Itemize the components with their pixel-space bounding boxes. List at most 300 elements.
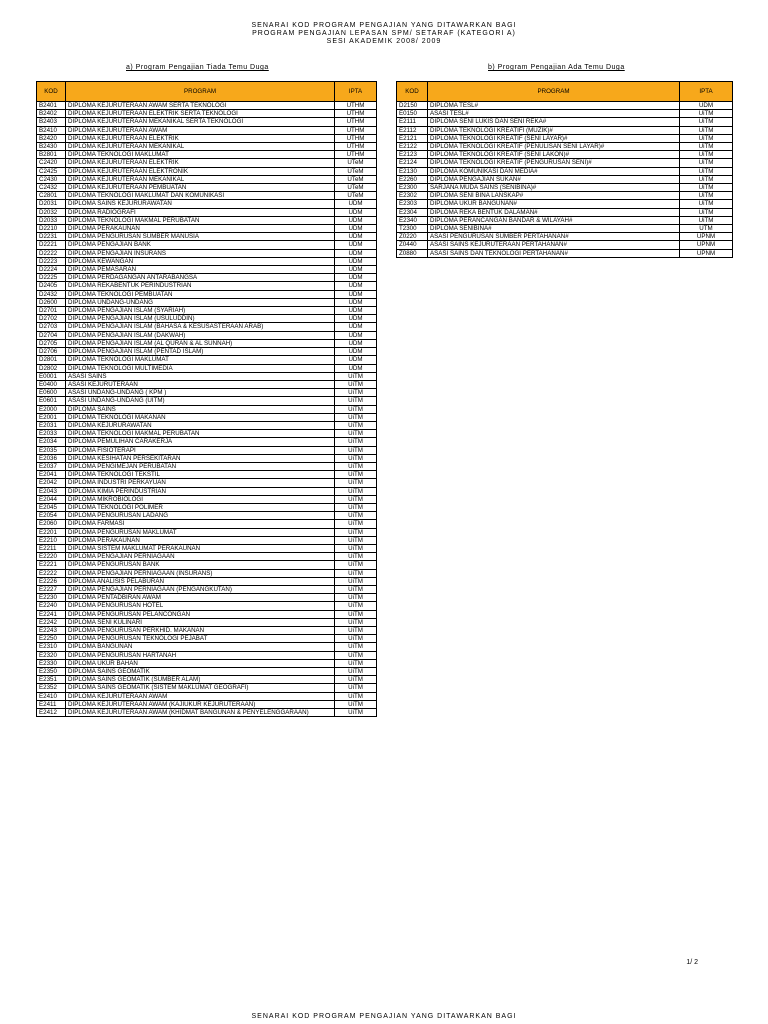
cell-ipta: UiTM [335, 659, 377, 667]
cell-ipta: UDM [335, 339, 377, 347]
table-row [37, 274, 377, 282]
table-row [37, 700, 377, 708]
cell-kod: E0601 [37, 397, 66, 405]
cell-kod: B2420 [37, 134, 66, 142]
cell-ipta: UiTM [680, 208, 733, 216]
cell-program: DIPLOMA TEKNOLOGI KREATIF (SENI LAKON)# [428, 151, 680, 159]
table-row [37, 413, 377, 421]
table-row [37, 339, 377, 347]
cell-kod: D2221 [37, 241, 66, 249]
cell-ipta: UiTM [335, 454, 377, 462]
table-row [397, 241, 733, 249]
cell-ipta: UiTM [680, 200, 733, 208]
cell-kod: D2704 [37, 331, 66, 339]
cell-kod: E2227 [37, 585, 66, 593]
cell-kod: E2310 [37, 643, 66, 651]
table-row [37, 364, 377, 372]
table-row [37, 282, 377, 290]
cell-kod: E2304 [397, 208, 428, 216]
cell-ipta: UiTM [335, 577, 377, 585]
cell-ipta: UiTM [335, 421, 377, 429]
cell-ipta: UiTM [335, 602, 377, 610]
cell-ipta: UDM [335, 266, 377, 274]
cell-ipta: UiTM [335, 700, 377, 708]
table-row [37, 651, 377, 659]
cell-ipta: UiTM [335, 389, 377, 397]
cell-ipta: UiTM [335, 528, 377, 536]
cell-program: DIPLOMA KEJURUTERAAN AWAM [66, 126, 335, 134]
cell-ipta: UTHM [335, 126, 377, 134]
cell-kod: D2225 [37, 274, 66, 282]
cell-kod: E2041 [37, 471, 66, 479]
cell-kod: B2402 [37, 110, 66, 118]
cell-kod: Z0220 [397, 233, 428, 241]
table-row [37, 471, 377, 479]
cell-kod: E2226 [37, 577, 66, 585]
cell-ipta: UiTM [335, 495, 377, 503]
table-row [37, 323, 377, 331]
cell-program: DIPLOMA TEKNOLOGI MAKANAN [66, 413, 335, 421]
cell-program: DIPLOMA SENI KULINARI [66, 618, 335, 626]
table-row [37, 266, 377, 274]
cell-kod: E2352 [37, 684, 66, 692]
table-row [37, 298, 377, 306]
table-row [37, 372, 377, 380]
cell-program: DIPLOMA PENGAJIAN INSURANS [66, 249, 335, 257]
table-row [37, 544, 377, 552]
cell-program: DIPLOMA KEJURUTERAAN AWAM (KAJIUKUR KEJURUTERAAN) [66, 700, 335, 708]
table-row [37, 627, 377, 635]
table-row [37, 257, 377, 265]
cell-program: DIPLOMA FARMASI [66, 520, 335, 528]
cell-ipta: UiTM [680, 118, 733, 126]
cell-kod: Z0440 [397, 241, 428, 249]
cell-ipta: UDM [335, 331, 377, 339]
table-row [37, 446, 377, 454]
table-b-caption: b) Program Pengajian Ada Temu Duga [488, 64, 625, 71]
table-row [37, 585, 377, 593]
table-row [37, 503, 377, 511]
cell-program: SARJANA MUDA SAINS (SENIBINA)# [428, 184, 680, 192]
cell-ipta: UiTM [680, 151, 733, 159]
cell-program: DIPLOMA KEWANGAN [66, 257, 335, 265]
cell-program: DIPLOMA SISTEM MAKLUMAT PERAKAUNAN [66, 544, 335, 552]
table-row [37, 167, 377, 175]
cell-ipta: UiTM [335, 487, 377, 495]
cell-kod: E2033 [37, 430, 66, 438]
cell-program: DIPLOMA PENGAJIAN BANK [66, 241, 335, 249]
cell-ipta: UiTM [335, 635, 377, 643]
cell-ipta: UDM [335, 348, 377, 356]
cell-kod: E2000 [37, 405, 66, 413]
cell-program: ASASI UNDANG-UNDANG ( KPM ) [66, 389, 335, 397]
table-row [37, 348, 377, 356]
cell-ipta: UTeM [335, 175, 377, 183]
table-row [37, 249, 377, 257]
cell-program: DIPLOMA PENTADBIRAN AWAM [66, 594, 335, 602]
cell-program: DIPLOMA RADIOGRAFI [66, 208, 335, 216]
cell-kod: E2241 [37, 610, 66, 618]
table-row [37, 462, 377, 470]
cell-program: DIPLOMA SENI LUKIS DAN SENI REKA# [428, 118, 680, 126]
cell-kod: C2430 [37, 175, 66, 183]
cell-program: DIPLOMA TEKNOLOGI KREATIF (PENGURUSAN SENI)# [428, 159, 680, 167]
cell-program: DIPLOMA TESL# [428, 102, 680, 110]
cell-program: DIPLOMA TEKNOLOGI TEKSTIL [66, 471, 335, 479]
cell-kod: E0400 [37, 380, 66, 388]
cell-program: DIPLOMA TEKNOLOGI POLIMER [66, 503, 335, 511]
table-row [37, 397, 377, 405]
cell-kod: D2802 [37, 364, 66, 372]
table-row [37, 594, 377, 602]
cell-ipta: UTeM [335, 192, 377, 200]
cell-kod: E2201 [37, 528, 66, 536]
cell-kod: B2401 [37, 102, 66, 110]
table-row [397, 102, 733, 110]
cell-kod: D2405 [37, 282, 66, 290]
cell-kod: E2230 [37, 594, 66, 602]
cell-kod: D2032 [37, 208, 66, 216]
table-row [37, 143, 377, 151]
cell-program: DIPLOMA PENGAJIAN ISLAM (DAKWAH) [66, 331, 335, 339]
cell-ipta: UiTM [335, 380, 377, 388]
cell-program: DIPLOMA PENGAJIAN PERNIAGAAN (PENGANGKUTAN) [66, 585, 335, 593]
cell-kod: E2122 [397, 143, 428, 151]
table-row [37, 438, 377, 446]
cell-kod: E2112 [397, 126, 428, 134]
table-row [37, 684, 377, 692]
cell-kod: D2801 [37, 356, 66, 364]
cell-ipta: UPNM [680, 249, 733, 257]
cell-program: DIPLOMA KEJURUTERAAN MEKANIKAL [66, 175, 335, 183]
cell-program: DIPLOMA SAINS KEJURURAWATAN [66, 200, 335, 208]
cell-ipta: UiTM [335, 430, 377, 438]
cell-program: ASASI SAINS DAN TEKNOLOGI PERTAHANAN# [428, 249, 680, 257]
cell-ipta: UDM [335, 249, 377, 257]
table-row [397, 118, 733, 126]
table-row [397, 175, 733, 183]
cell-program: DIPLOMA KEJURUTERAAN ELEKTRONIK [66, 167, 335, 175]
table-row [397, 143, 733, 151]
cell-kod: D2701 [37, 307, 66, 315]
cell-program: DIPLOMA PENGAJIAN ISLAM (USULUDDIN) [66, 315, 335, 323]
cell-program: DIPLOMA TEKNOLOGI PEMBUATAN [66, 290, 335, 298]
cell-program: DIPLOMA ANALISIS PELABURAN [66, 577, 335, 585]
cell-kod: E2035 [37, 446, 66, 454]
table-row [397, 225, 733, 233]
cell-ipta: UiTM [335, 668, 377, 676]
table-row [37, 520, 377, 528]
cell-kod: D2031 [37, 200, 66, 208]
cell-program: DIPLOMA PENGAJIAN ISLAM (PENTAD ISLAM) [66, 348, 335, 356]
cell-kod: E2121 [397, 134, 428, 142]
cell-ipta: UiTM [335, 643, 377, 651]
table-row [37, 151, 377, 159]
table-with-interview [396, 81, 733, 258]
table-row [397, 192, 733, 200]
cell-ipta: UiTM [680, 192, 733, 200]
cell-ipta: UDM [335, 200, 377, 208]
table-a-caption: a) Program Pengajian Tiada Temu Duga [126, 64, 269, 71]
cell-kod: D2224 [37, 266, 66, 274]
table-row [397, 167, 733, 175]
cell-kod: D2432 [37, 290, 66, 298]
cell-ipta: UiTM [680, 159, 733, 167]
table-row [37, 454, 377, 462]
cell-program: DIPLOMA PENGURUSAN PERKHID. MAKANAN [66, 627, 335, 635]
cell-ipta: UTeM [335, 167, 377, 175]
cell-ipta: UTHM [335, 151, 377, 159]
cell-kod: E0150 [397, 110, 428, 118]
table-row [37, 659, 377, 667]
cell-ipta: UiTM [335, 462, 377, 470]
table-row [37, 512, 377, 520]
cell-program: DIPLOMA BANGUNAN [66, 643, 335, 651]
cell-ipta: UTHM [335, 110, 377, 118]
cell-ipta: UiTM [335, 553, 377, 561]
cell-program: DIPLOMA TEKNOLOGI MULTIMEDIA [66, 364, 335, 372]
cell-program: ASASI SAINS [66, 372, 335, 380]
cell-program: DIPLOMA PERDAGANGAN ANTARABANGSA [66, 274, 335, 282]
table-row [37, 709, 377, 717]
cell-kod: E2111 [397, 118, 428, 126]
table-row [37, 577, 377, 585]
table-row [37, 380, 377, 388]
col-header-program: PROGRAM [66, 82, 335, 102]
cell-kod: E2210 [37, 536, 66, 544]
cell-program: ASASI SAINS KEJURUTERAAN PERTAHANAN# [428, 241, 680, 249]
cell-ipta: UDM [335, 216, 377, 224]
table-row [397, 134, 733, 142]
cell-kod: E2243 [37, 627, 66, 635]
cell-program: DIPLOMA REKABENTUK PERINDUSTRIAN [66, 282, 335, 290]
table-row [37, 225, 377, 233]
cell-ipta: UiTM [335, 397, 377, 405]
cell-ipta: UDM [335, 274, 377, 282]
cell-ipta: UiTM [335, 594, 377, 602]
cell-kod: E2411 [37, 700, 66, 708]
cell-kod: E2340 [397, 216, 428, 224]
cell-ipta: UDM [335, 307, 377, 315]
table-row [37, 216, 377, 224]
cell-kod: D2705 [37, 339, 66, 347]
cell-ipta: UDM [335, 225, 377, 233]
cell-program: DIPLOMA SENIBINA# [428, 225, 680, 233]
cell-ipta: UDM [335, 290, 377, 298]
cell-ipta: UiTM [335, 512, 377, 520]
cell-ipta: UiTM [335, 676, 377, 684]
cell-kod: E0600 [37, 389, 66, 397]
cell-program: DIPLOMA FISIOTERAPI [66, 446, 335, 454]
cell-program: DIPLOMA KEJURUTERAAN MEKANIKAL SERTA TEKNOLOGI [66, 118, 335, 126]
cell-kod: C2425 [37, 167, 66, 175]
cell-program: DIPLOMA KOMUNIKASI DAN MEDIA# [428, 167, 680, 175]
cell-program: DIPLOMA PENGAJIAN ISLAM (AL QURAN & AL SUNNAH) [66, 339, 335, 347]
cell-kod: E2300 [397, 184, 428, 192]
cell-program: ASASI UNDANG-UNDANG (UITM) [66, 397, 335, 405]
cell-kod: D2600 [37, 298, 66, 306]
cell-program: DIPLOMA TEKNOLOGI KREATIF (SENI LAYAR)# [428, 134, 680, 142]
cell-program: DIPLOMA PERAKAUNAN [66, 536, 335, 544]
cell-ipta: UDM [335, 356, 377, 364]
cell-program: DIPLOMA INDUSTRI PERKAYUAN [66, 479, 335, 487]
cell-ipta: UiTM [680, 216, 733, 224]
cell-program: DIPLOMA TEKNOLOGI KREATIFI (MUZIK)# [428, 126, 680, 134]
table-row [37, 290, 377, 298]
cell-ipta: UDM [335, 208, 377, 216]
cell-ipta: UiTM [335, 471, 377, 479]
table-row [397, 216, 733, 224]
cell-program: DIPLOMA PENGURUSAN PELANCONGAN [66, 610, 335, 618]
cell-program: DIPLOMA PENGAJIAN PERNIAGAAN [66, 553, 335, 561]
cell-ipta: UDM [335, 257, 377, 265]
table-row [37, 405, 377, 413]
cell-ipta: UiTM [335, 692, 377, 700]
cell-kod: E2221 [37, 561, 66, 569]
cell-program: ASASI PENGURUSAN SUMBER PERTAHANAN# [428, 233, 680, 241]
table-row [397, 126, 733, 134]
table-row [37, 676, 377, 684]
cell-ipta: UTHM [335, 134, 377, 142]
table-row [37, 553, 377, 561]
cell-kod: E2250 [37, 635, 66, 643]
table-row [37, 126, 377, 134]
cell-kod: C2420 [37, 159, 66, 167]
cell-program: DIPLOMA KIMIA PERINDUSTRIAN [66, 487, 335, 495]
table-row [37, 241, 377, 249]
cell-ipta: UTeM [335, 184, 377, 192]
cell-ipta: UiTM [335, 544, 377, 552]
page-footer: SENARAI KOD PROGRAM PENGAJIAN YANG DITAWARKAN BAGI [251, 1013, 517, 1020]
cell-program: DIPLOMA TEKNOLOGI MAKLUMAT [66, 151, 335, 159]
cell-program: ASASI TESL# [428, 110, 680, 118]
cell-kod: E2001 [37, 413, 66, 421]
table-row [37, 159, 377, 167]
cell-kod: B2430 [37, 143, 66, 151]
cell-kod: E2260 [397, 175, 428, 183]
cell-kod: E2220 [37, 553, 66, 561]
cell-kod: E2211 [37, 544, 66, 552]
cell-program: DIPLOMA PENGAJIAN ISLAM (BAHASA & KESUSASTERAAN ARAB) [66, 323, 335, 331]
table-row [37, 175, 377, 183]
cell-kod: E2351 [37, 676, 66, 684]
table-row [37, 643, 377, 651]
cell-program: DIPLOMA PENGAJIAN PERNIAGAAN (INSURANS) [66, 569, 335, 577]
table-row [397, 249, 733, 257]
cell-program: DIPLOMA KEJURUTERAAN ELEKTRIK [66, 159, 335, 167]
col-header-program: PROGRAM [428, 82, 680, 102]
cell-ipta: UiTM [680, 134, 733, 142]
cell-ipta: UiTM [335, 503, 377, 511]
cell-ipta: UTHM [335, 118, 377, 126]
cell-ipta: UTHM [335, 143, 377, 151]
table-row [37, 528, 377, 536]
cell-kod: E2410 [37, 692, 66, 700]
cell-ipta: UiTM [335, 536, 377, 544]
cell-program: DIPLOMA TEKNOLOGI MAKLUMAT [66, 356, 335, 364]
cell-ipta: UiTM [680, 184, 733, 192]
table-row [37, 389, 377, 397]
cell-program: DIPLOMA KEJURUTERAAN MEKANIKAL [66, 143, 335, 151]
cell-kod: E0001 [37, 372, 66, 380]
cell-kod: E2330 [37, 659, 66, 667]
cell-kod: B2403 [37, 118, 66, 126]
cell-kod: E2303 [397, 200, 428, 208]
table-row [397, 184, 733, 192]
cell-kod: E2045 [37, 503, 66, 511]
cell-kod: E2124 [397, 159, 428, 167]
cell-kod: E2043 [37, 487, 66, 495]
cell-program: DIPLOMA PENGAJIAN SUKAN# [428, 175, 680, 183]
cell-kod: E2060 [37, 520, 66, 528]
cell-program: DIPLOMA PERAKAUNAN [66, 225, 335, 233]
cell-kod: E2036 [37, 454, 66, 462]
cell-kod: D2222 [37, 249, 66, 257]
cell-program: DIPLOMA UKUR BAHAN [66, 659, 335, 667]
cell-program: DIPLOMA PENGAJIAN ISLAM (SYARIAH) [66, 307, 335, 315]
cell-ipta: UiTM [335, 709, 377, 717]
cell-kod: E2034 [37, 438, 66, 446]
cell-ipta: UiTM [335, 405, 377, 413]
cell-kod: D2223 [37, 257, 66, 265]
doc-title-line3: SESI AKADEMIK 2008/ 2009 [326, 38, 442, 45]
cell-program: DIPLOMA REKA BENTUK DALAMAN# [428, 208, 680, 216]
table-row [37, 110, 377, 118]
col-header-ipta: IPTA [335, 82, 377, 102]
cell-ipta: UiTM [335, 413, 377, 421]
cell-kod: T2300 [397, 225, 428, 233]
cell-program: DIPLOMA SENI BINA LANSKAP# [428, 192, 680, 200]
cell-kod: D2703 [37, 323, 66, 331]
cell-ipta: UiTM [335, 438, 377, 446]
table-no-interview [36, 81, 377, 717]
table-row [397, 151, 733, 159]
cell-program: DIPLOMA UKUR BANGUNAN# [428, 200, 680, 208]
cell-program: DIPLOMA SAINS GEOMATIK [66, 668, 335, 676]
table-row [37, 635, 377, 643]
cell-program: DIPLOMA PENGURUSAN MAKLUMAT [66, 528, 335, 536]
cell-kod: C2801 [37, 192, 66, 200]
cell-kod: E2054 [37, 512, 66, 520]
cell-program: DIPLOMA KEJURUTERAAN AWAM (KHIDMAT BANGUNAN & PENYELENGGARAAN) [66, 709, 335, 717]
cell-ipta: UiTM [335, 627, 377, 635]
cell-program: DIPLOMA KEJURUTERAAN AWAM SERTA TEKNOLOGI [66, 102, 335, 110]
cell-kod: E2031 [37, 421, 66, 429]
cell-kod: E2302 [397, 192, 428, 200]
table-row [397, 208, 733, 216]
table-row [397, 159, 733, 167]
table-row [37, 430, 377, 438]
doc-title-line1: SENARAI KOD PROGRAM PENGAJIAN YANG DITAWARKAN BAGI [251, 22, 517, 29]
cell-kod: C2432 [37, 184, 66, 192]
cell-program: DIPLOMA TEKNOLOGI MAKMAL PERUBATAN [66, 216, 335, 224]
cell-ipta: UDM [335, 364, 377, 372]
table-row [37, 331, 377, 339]
cell-kod: E2037 [37, 462, 66, 470]
table-row [37, 618, 377, 626]
table-row [37, 356, 377, 364]
cell-program: DIPLOMA TEKNOLOGI KREATIF (PENULISAN SENI LAYAR)# [428, 143, 680, 151]
table-row [37, 118, 377, 126]
cell-ipta: UiTM [680, 167, 733, 175]
cell-ipta: UiTM [680, 110, 733, 118]
cell-program: DIPLOMA KESIHATAN PERSEKITARAN [66, 454, 335, 462]
cell-ipta: UDM [335, 323, 377, 331]
table-row [37, 602, 377, 610]
cell-ipta: UDM [335, 241, 377, 249]
cell-program: DIPLOMA KEJURUTERAAN ELEKTRIK [66, 134, 335, 142]
cell-ipta: UiTM [335, 446, 377, 454]
